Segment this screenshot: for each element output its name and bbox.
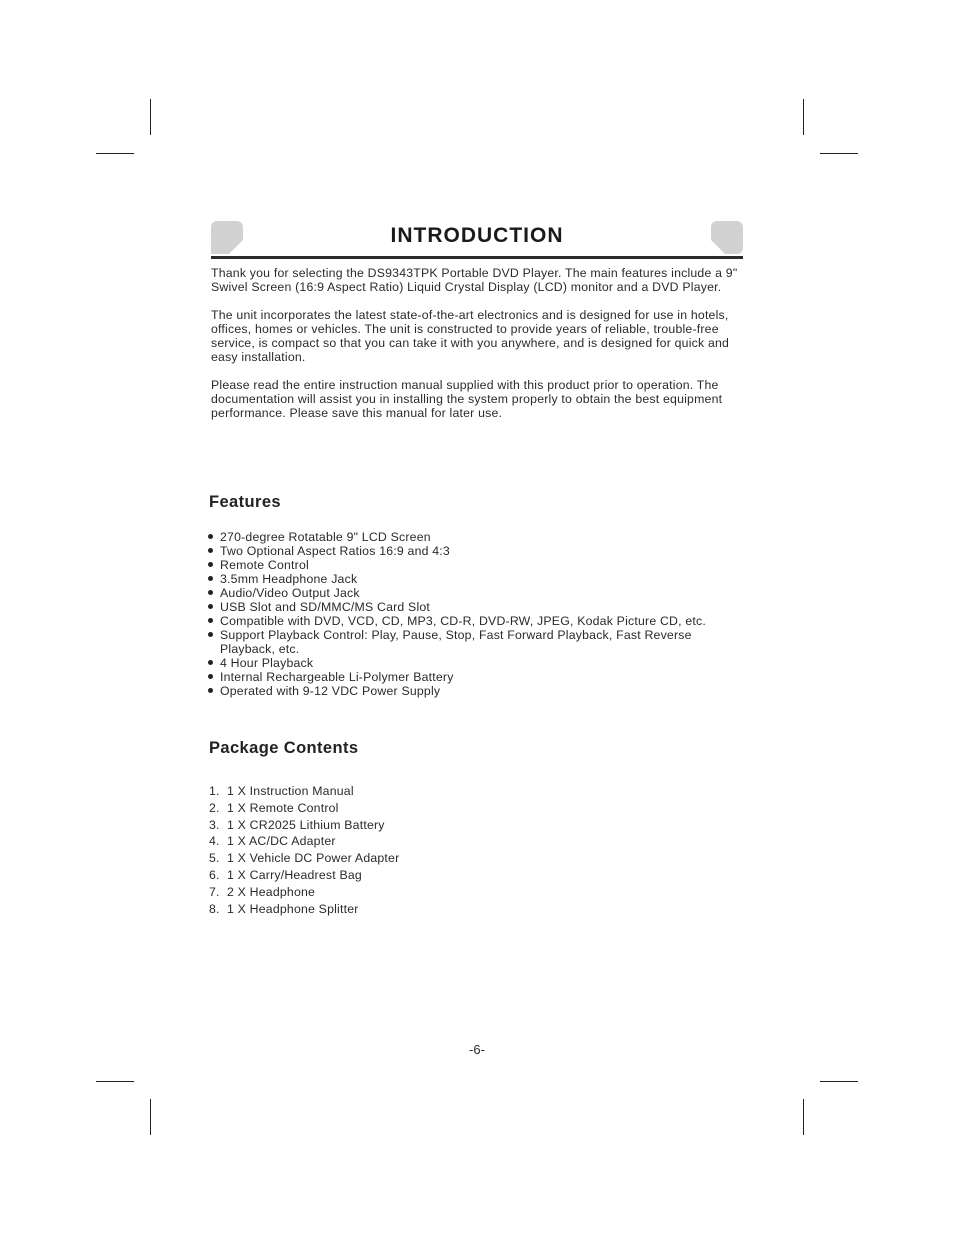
list-item <box>208 670 748 684</box>
feature-text: 3.5mm Headphone Jack <box>220 572 358 586</box>
item-number: 1. <box>209 784 220 798</box>
intro-paragraph: Thank you for selecting the DS9343TPK Portable DVD Player. The main features include a 9" Swivel Screen (16:9 Aspect Ratio) Liquid Crystal Display (LCD) monitor and a DVD Player. <box>211 266 738 294</box>
item-text: 1 X Vehicle DC Power Adapter <box>227 851 400 866</box>
package-heading: Package Contents <box>209 739 359 757</box>
list-item <box>209 850 399 867</box>
item-number: 5. <box>209 851 220 866</box>
crop-mark <box>820 1081 858 1082</box>
item-text: 1 X Carry/Headrest Bag <box>227 867 362 882</box>
feature-text: Support Playback Control: Play, Pause, Stop, Fast Forward Playback, Fast Reverse Playback, etc. <box>220 628 692 656</box>
page-title: INTRODUCTION <box>390 224 564 247</box>
intro-paragraph: Please read the entire instruction manual supplied with this product prior to operation. The documentation will assist you in installing the system properly to obtain the best equipment performance. Please save this manual for later use. <box>211 378 723 420</box>
list-item <box>208 614 748 628</box>
item-number: 6. <box>209 867 220 882</box>
list-item <box>209 783 399 800</box>
crop-mark <box>96 153 134 154</box>
list-item <box>209 901 399 918</box>
feature-text: Two Optional Aspect Ratios 16:9 and 4:3 <box>220 544 450 558</box>
crop-mark <box>820 153 858 154</box>
list-item <box>208 572 748 586</box>
list-item <box>208 684 748 698</box>
crop-mark <box>803 99 804 135</box>
item-text: 1 X AC/DC Adapter <box>227 834 336 849</box>
item-number: 8. <box>209 901 220 916</box>
list-item <box>208 600 748 614</box>
feature-text: Audio/Video Output Jack <box>220 586 360 600</box>
bullet-icon <box>208 576 213 581</box>
intro-text <box>211 266 751 434</box>
feature-text: Operated with 9-12 VDC Power Supply <box>220 684 441 698</box>
feature-text: 270-degree Rotatable 9" LCD Screen <box>220 530 431 544</box>
item-text: 2 X Headphone <box>227 884 316 899</box>
bullet-icon <box>208 618 213 623</box>
list-item <box>209 833 399 850</box>
list-item <box>208 530 748 544</box>
header-rule <box>211 256 743 259</box>
list-item <box>208 656 748 670</box>
item-text: 1 X Headphone Splitter <box>227 901 359 916</box>
item-text: 1 X Remote Control <box>227 800 339 815</box>
bullet-icon <box>208 688 213 693</box>
list-item <box>209 867 399 884</box>
bullet-icon <box>208 604 213 609</box>
feature-text: 4 Hour Playback <box>220 656 314 670</box>
bullet-icon <box>208 674 213 679</box>
item-number: 2. <box>209 800 220 815</box>
item-number: 7. <box>209 884 220 899</box>
bullet-icon <box>208 534 213 539</box>
crop-mark <box>150 99 151 135</box>
item-text: 1 X CR2025 Lithium Battery <box>227 817 385 832</box>
bullet-icon <box>208 562 213 567</box>
list-item <box>208 544 748 558</box>
list-item <box>209 817 399 834</box>
section-header <box>211 221 743 259</box>
page-number: -6- <box>469 1042 485 1057</box>
crop-mark <box>96 1081 134 1082</box>
feature-text: Remote Control <box>220 558 309 572</box>
item-number: 3. <box>209 817 220 832</box>
list-item <box>208 558 748 572</box>
features-list <box>208 530 748 698</box>
list-item <box>209 800 399 817</box>
list-item <box>208 586 748 600</box>
list-item <box>209 884 399 901</box>
list-item <box>208 628 748 656</box>
item-text: 1 X Instruction Manual <box>227 784 354 798</box>
package-list <box>209 783 399 917</box>
crop-mark <box>150 1099 151 1135</box>
intro-paragraph: The unit incorporates the latest state-of-the-art electronics and is designed for use in hotels, offices, homes or vehicles. The unit is constructed to provide years of reliable, trouble-free service, is compact so that you can take it with you anywhere, and is designed for quick and easy installation. <box>211 308 730 364</box>
item-number: 4. <box>209 834 220 849</box>
header-tab-right <box>711 221 743 254</box>
feature-text: Compatible with DVD, VCD, CD, MP3, CD-R, DVD-RW, JPEG, Kodak Picture CD, etc. <box>220 614 706 628</box>
bullet-icon <box>208 660 213 665</box>
feature-text: USB Slot and SD/MMC/MS Card Slot <box>220 600 431 614</box>
feature-text: Internal Rechargeable Li-Polymer Battery <box>220 670 454 684</box>
bullet-icon <box>208 632 213 637</box>
features-heading: Features <box>209 493 281 511</box>
crop-mark <box>803 1099 804 1135</box>
bullet-icon <box>208 548 213 553</box>
bullet-icon <box>208 590 213 595</box>
